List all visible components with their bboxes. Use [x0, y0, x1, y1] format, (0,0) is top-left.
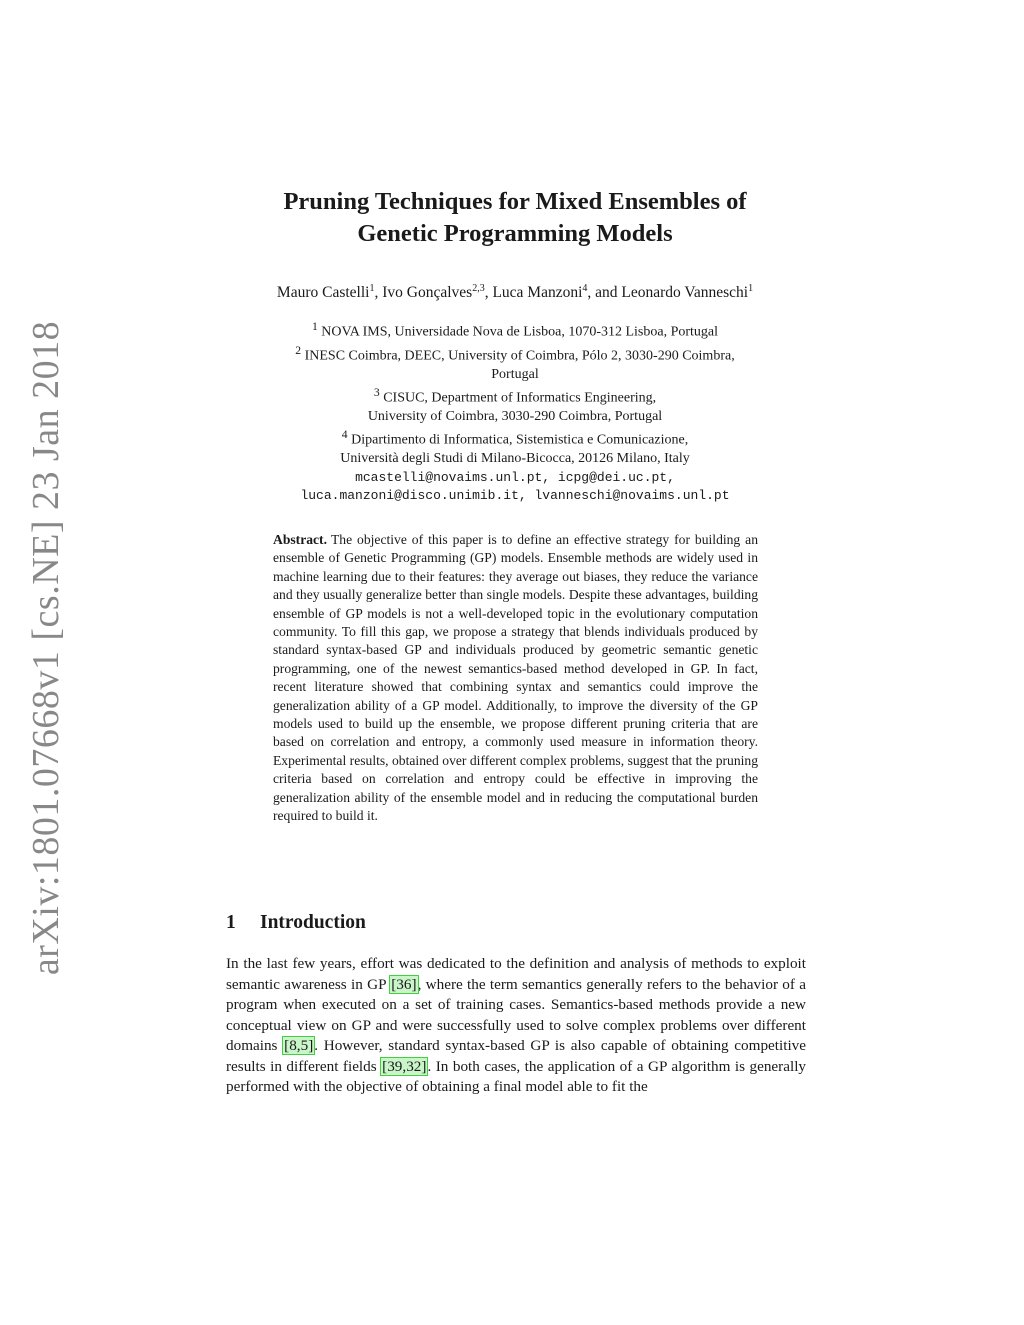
introduction-paragraph [226, 954, 806, 1098]
affiliation-text: CISUC, Department of Informatics Engineering, [383, 390, 657, 406]
affiliation-text: Portugal [491, 366, 539, 382]
affiliation-4 [230, 426, 800, 468]
section-number: 1 [226, 912, 236, 933]
author-name: Luca Manzoni [492, 284, 583, 301]
author-name: and Leonardo Vanneschi [595, 284, 749, 301]
affiliation-text: University of Coimbra, 3030-290 Coimbra, Portugal [367, 409, 663, 425]
affiliation-mark: 3 [373, 386, 380, 400]
affiliation-3 [230, 384, 800, 426]
section-title: Introduction [260, 912, 366, 933]
body-text: . In both cases, the application of a GP algorithm is generally performed with the objective of obtaining a final model able to fit the [226, 1057, 807, 1095]
email-line: mcastelli@novaims.unl.pt, icpg@dei.uc.pt, [355, 469, 675, 485]
abstract [273, 531, 758, 826]
citation-link[interactable]: [36] [391, 975, 417, 993]
author-affiliation-mark: 1 [748, 283, 754, 294]
citation-link[interactable]: [39,32] [382, 1057, 427, 1075]
author-name: Ivo Gonçalves [382, 284, 473, 301]
body-text: In the last few years, effort was dedicated to the definition and analysis of methods to exploit semantic awareness in GP [226, 955, 806, 993]
paper-title [230, 186, 800, 250]
affiliation-1 [230, 318, 800, 342]
affiliation-block [230, 318, 800, 505]
author-emails [230, 469, 800, 506]
affiliation-text: Università degli Studi di Milano-Bicocca, 20126 Milano, Italy [340, 451, 690, 467]
email-line: luca.manzoni@disco.unimib.it, lvanneschi@novaims.unl.pt [300, 488, 730, 503]
author-affiliation-mark: 4 [582, 283, 588, 294]
title-line-2: Genetic Programming Models [357, 220, 673, 247]
body-text: . However, standard syntax-based GP is also capable of obtaining competitive results in different fields [226, 1037, 807, 1075]
affiliation-mark: 1 [311, 320, 318, 333]
author-name: Mauro Castelli [276, 284, 370, 301]
affiliation-text: INESC Coimbra, DEEC, University of Coimbra, Pólo 2, 3030-290 Coimbra, [304, 348, 735, 364]
citation-link[interactable]: [8,5] [284, 1037, 314, 1054]
affiliation-2 [230, 342, 800, 384]
author-affiliation-mark: 1 [369, 283, 375, 294]
abstract-label: Abstract. [273, 532, 327, 547]
title-line-1: Pruning Techniques for Mixed Ensembles of [283, 188, 747, 215]
affiliation-text: Dipartimento di Informatica, Sistemistica e Comunicazione, [351, 433, 689, 449]
arxiv-identifier: arXiv:1801.07668v1 [cs.NE] 23 Jan 2018 [25, 320, 67, 976]
abstract-text: The objective of this paper is to define an effective strategy for building an ensemble of Genetic Programming (GP) models. Ensemble methods are widely used in machine learning due to their features: they average out biases, they reduce the variance and they usually generalize better than single models. Despite these advantages, building ensemble of GP models is not a well-developed topic in the evolutionary computation community. To fill this gap, we propose a strategy that blends individuals produced by standard syntax-based GP and individuals produced by geometric semantic genetic programming, one of the newest semantics-based method developed in GP. In fact, recent literature showed that combining syntax and semantics could improve the generalization ability of a GP model. Additionally, to improve the diversity of the GP models used to build up the ensemble, we propose different pruning criteria that are based on correlation and entropy, a commonly used measure in information theory. Experimental results, obtained over different complex problems, suggest that the pruning criteria based on correlation and entropy could be effective in improving the generalization ability of the ensemble model and in reducing the computational burden required to build it. [273, 532, 758, 824]
section-heading [226, 911, 366, 935]
author-list: Mauro Castelli$^1$, Ivo Gonçalves$^{2,3}$, Luca Manzoni$^4$, and Leonardo Vanneschi$^1$ [276, 283, 754, 301]
affiliation-text: NOVA IMS, Universidade Nova de Lisboa, 1070-312 Lisboa, Portugal [321, 324, 719, 340]
affiliation-mark: 2 [295, 343, 302, 357]
affiliation-mark: 4 [341, 428, 348, 442]
author-affiliation-mark: 2,3 [472, 283, 485, 294]
body-text: , where the term semantics generally refers to the behavior of a program when executed on a set of training cases. Semantics-based methods provide a new conceptual view on GP and were successfully used to solve complex problems over different domains [226, 975, 806, 1054]
